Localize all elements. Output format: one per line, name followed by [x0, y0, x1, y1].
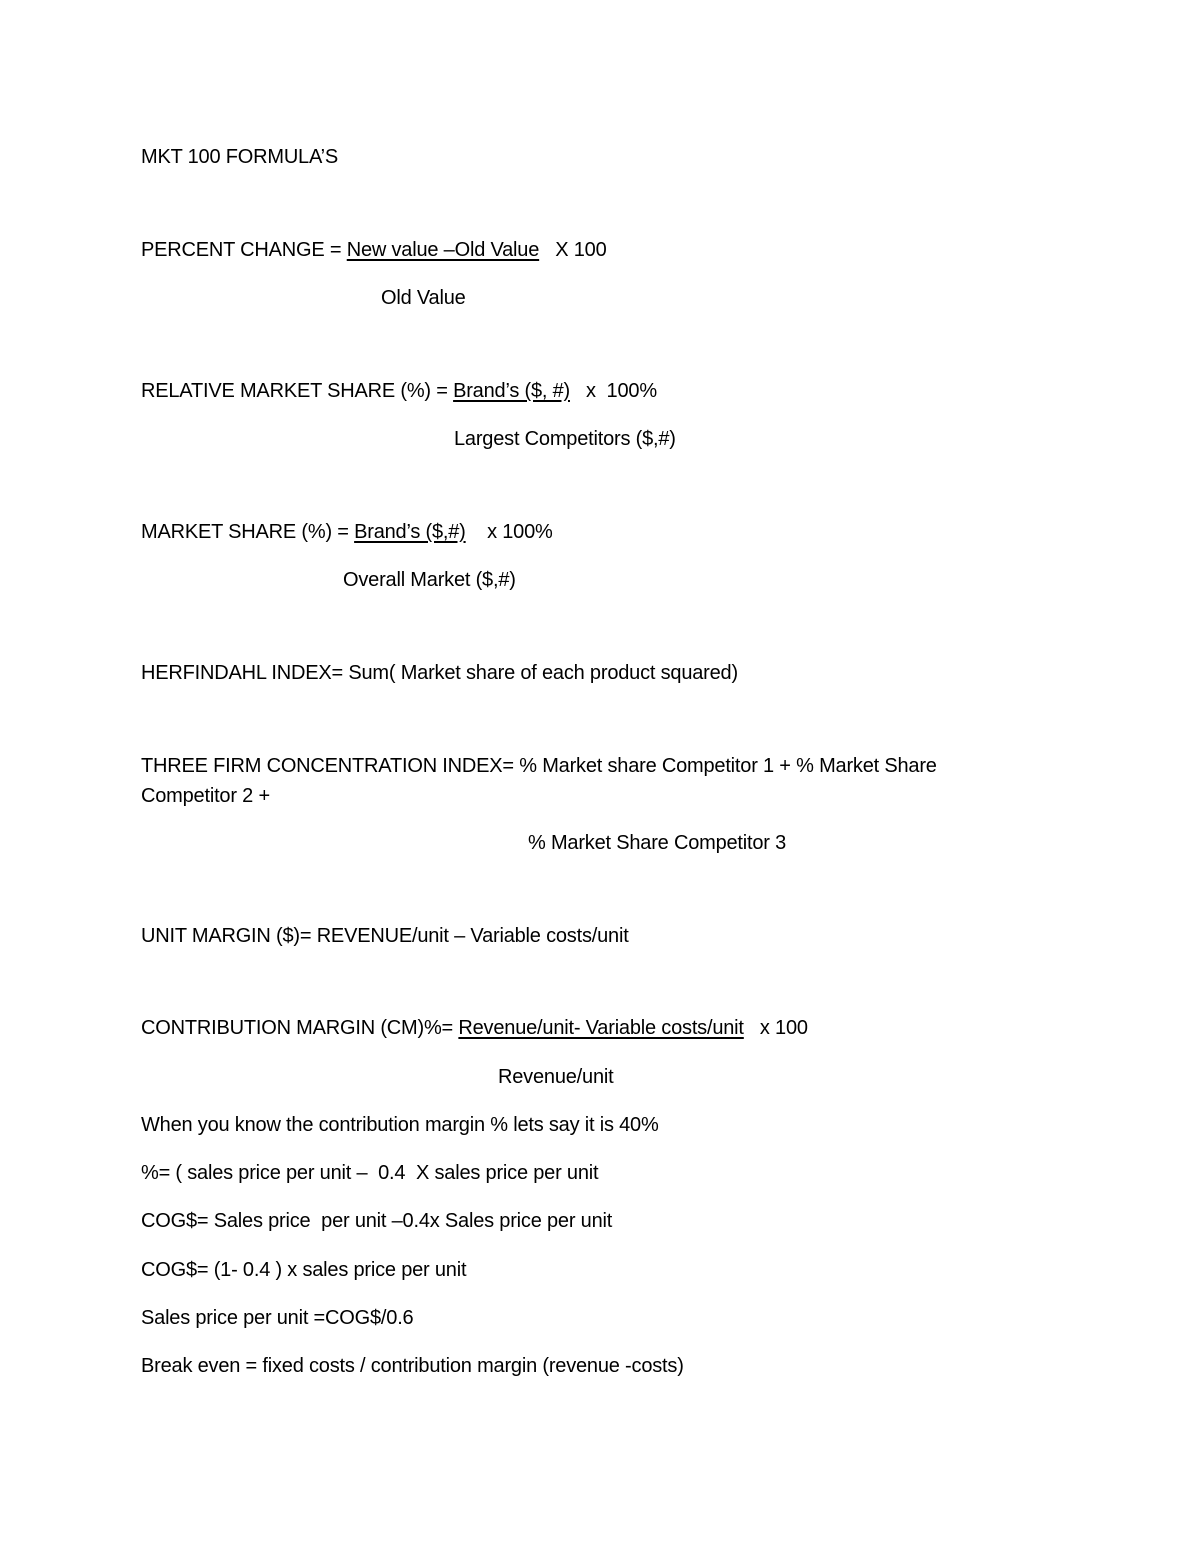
contribution-margin-multiplier: x 100 [759, 1017, 808, 1039]
contribution-margin-formula [141, 1016, 808, 1040]
percent-change-numerator: New value –Old Value [346, 239, 540, 261]
market-share-denominator: Overall Market ($,#) [343, 569, 516, 591]
market-share-numerator: Brand’s ($,#) [354, 521, 466, 543]
relative-market-share-label: RELATIVE MARKET SHARE (%) = [141, 380, 454, 402]
market-share-formula [141, 520, 553, 544]
note-line: When you know the contribution margin % lets say it is 40% [141, 1114, 659, 1136]
unit-margin-formula: UNIT MARGIN ($)= REVENUE/unit – Variable costs/unit [141, 925, 629, 947]
contribution-margin-label: CONTRIBUTION MARGIN (CM)%= [141, 1017, 459, 1039]
contribution-margin-numerator: Revenue/unit- Variable costs/unit [458, 1017, 744, 1039]
herfindahl-formula: HERFINDAHL INDEX= Sum( Market share of each product squared) [141, 662, 738, 684]
percent-change-label: PERCENT CHANGE = [141, 239, 347, 261]
document-title: MKT 100 FORMULA’S [141, 146, 339, 168]
percent-change-denominator: Old Value [381, 287, 466, 309]
market-share-label: MARKET SHARE (%) = [141, 521, 355, 543]
market-share-multiplier: x 100% [487, 521, 553, 543]
percent-change-multiplier: X 100 [555, 239, 607, 261]
note-line: Break even = fixed costs / contribution margin (revenue -costs) [141, 1355, 684, 1377]
relative-market-share-multiplier: x 100% [586, 380, 657, 402]
contribution-margin-denominator: Revenue/unit [498, 1066, 614, 1088]
relative-market-share-numerator: Brand’s ($, #) [453, 380, 570, 402]
three-firm-formula: THREE FIRM CONCENTRATION INDEX= % Market share Competitor 1 + % Market Share Competitor 2 + [141, 755, 937, 807]
note-line: COG$= Sales price per unit –0.4x Sales price per unit [141, 1210, 613, 1232]
relative-market-share-denominator: Largest Competitors ($,#) [454, 428, 676, 450]
relative-market-share-formula [141, 379, 657, 403]
note-line: Sales price per unit =COG$/0.6 [141, 1307, 414, 1329]
three-firm-formula-continued: % Market Share Competitor 3 [528, 832, 787, 854]
percent-change-formula [141, 238, 607, 262]
note-line: %= ( sales price per unit – 0.4 X sales price per unit [141, 1162, 599, 1184]
note-line: COG$= (1- 0.4 ) x sales price per unit [141, 1259, 467, 1281]
